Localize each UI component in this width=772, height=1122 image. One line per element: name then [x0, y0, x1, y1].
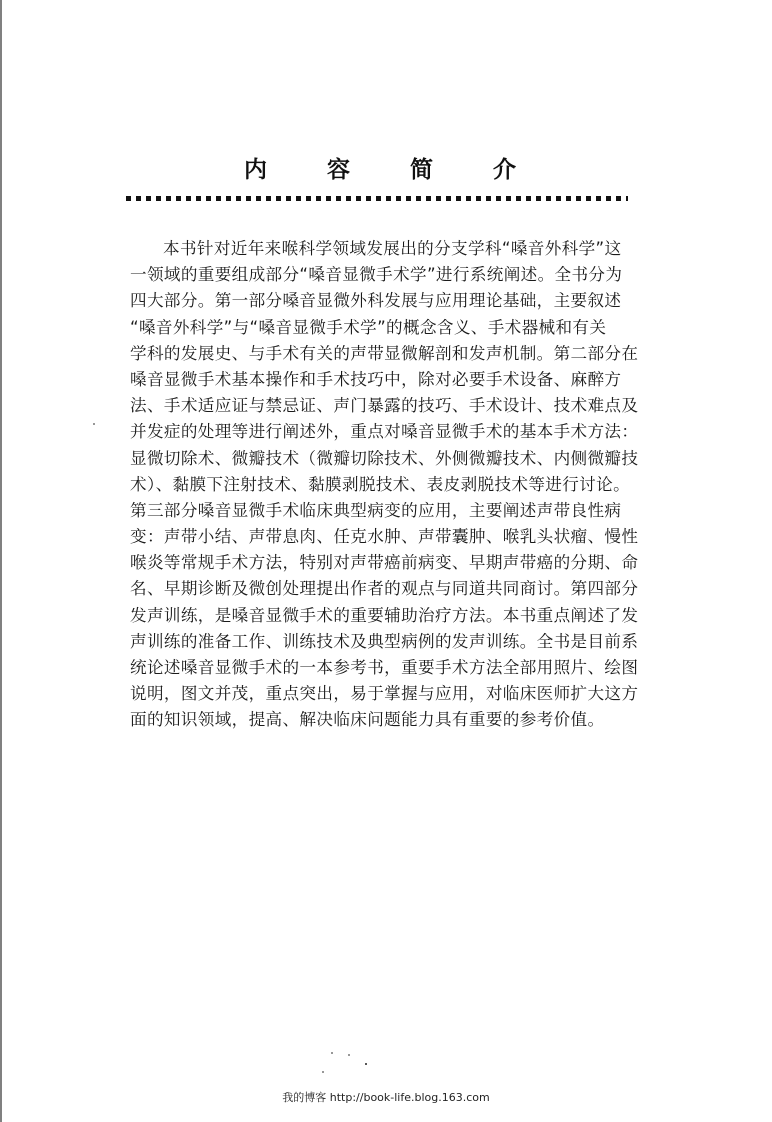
paragraph-line: 一领域的重要组成部分“嗓音显微手术学”进行系统阐述。全书分为 [130, 265, 623, 285]
scan-speck [93, 423, 95, 425]
paragraph-line: 第三部分嗓音显微手术临床典型病变的应用，主要阐述声带良性病 [130, 500, 622, 520]
paragraph-line: 术）、黏膜下注射技术、黏膜剥脱技术、表皮剥脱技术等进行讨论。 [130, 474, 631, 494]
page-title: 内 容 简 介 [243, 157, 543, 183]
scan-speck [365, 1063, 367, 1065]
summary-paragraph [130, 236, 639, 734]
paragraph-line: 喉炎等常规手术方法，特别对声带癌前病变、早期声带癌的分期、命 [130, 553, 639, 573]
paragraph-line: 并发症的处理等进行阐述外，重点对嗓音显微手术的基本手术方法： [130, 422, 639, 442]
dotted-divider [126, 196, 628, 201]
paragraph-line: 变：声带小结、声带息肉、任克水肿、声带囊肿、喉乳头状瘤、慢性 [130, 527, 639, 547]
paragraph-line: 本书针对近年来喉科学领域发展出的分支学科“嗓音外科学”这 [163, 239, 622, 258]
blog-footer: 我的博客 http://book-life.blog.163.com [282, 1091, 490, 1104]
scan-speck [331, 1052, 333, 1054]
paragraph-line: 嗓音显微手术基本操作和手术技巧中，除对必要手术设备、麻醉方 [130, 369, 622, 389]
scan-speck [348, 1054, 350, 1056]
paragraph-line: 面的知识领域，提高、解决临床问题能力具有重要的参考价值。 [130, 710, 605, 730]
paragraph-line: 学科的发展史、与手术有关的声带显微解剖和发声机制。第二部分在 [130, 343, 639, 363]
paragraph-line: 说明，图文并茂，重点突出，易于掌握与应用，对临床医师扩大这方 [130, 684, 639, 704]
paragraph-line: 统论述嗓音显微手术的一本参考书，重要手术方法全部用照片、绘图 [130, 658, 639, 677]
paragraph-line: 发声训练，是嗓音显微手术的重要辅助治疗方法。本书重点阐述了发 [130, 605, 639, 625]
paragraph-line: 四大部分。第一部分嗓音显微外科发展与应用理论基础，主要叙述 [130, 291, 622, 311]
paragraph-line: 名、早期诊断及微创处理提出作者的观点与同道共同商讨。第四部分 [130, 579, 639, 599]
scan-speck [322, 1071, 324, 1073]
paragraph-line: “嗓音外科学”与“嗓音显微手术学”的概念含义、手术器械和有关 [130, 317, 607, 337]
paragraph-line: 显微切除术、微瓣技术（微瓣切除技术、外侧微瓣技术、内侧微瓣技 [130, 448, 639, 468]
paragraph-line: 法、手术适应证与禁忌证、声门暴露的技巧、手术设计、技术难点及 [130, 396, 639, 416]
paragraph-line: 声训练的准备工作、训练技术及典型病例的发声训练。全书是目前系 [130, 631, 639, 651]
